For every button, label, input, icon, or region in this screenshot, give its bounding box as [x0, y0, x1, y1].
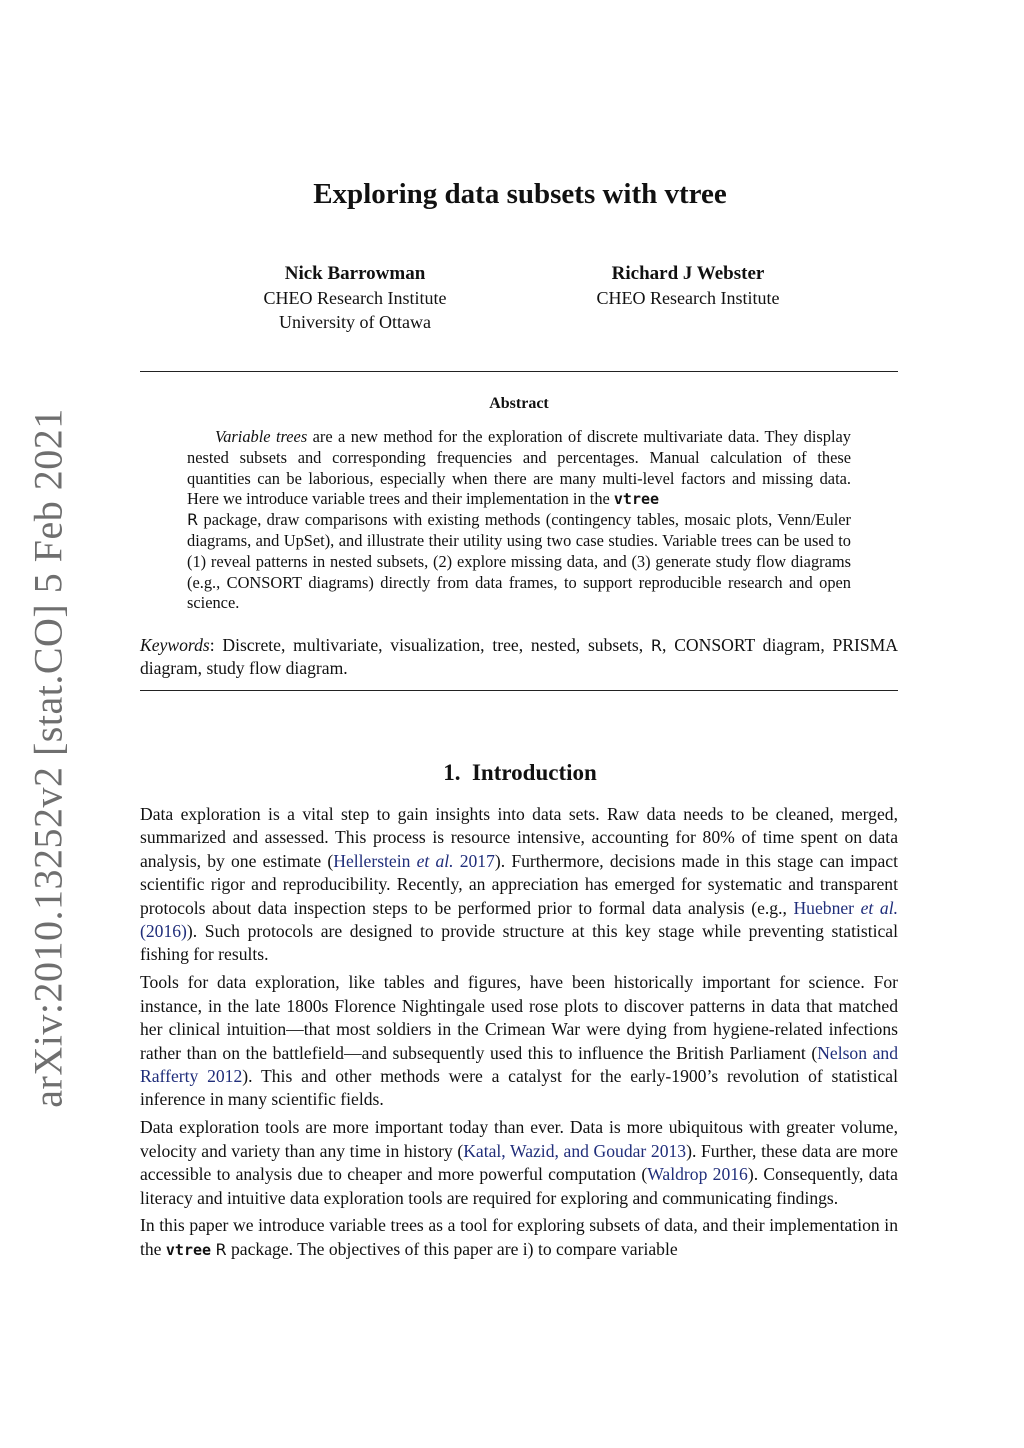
citation-link[interactable]: Waldrop 2016	[647, 1164, 748, 1185]
paragraph: Tools for data exploration, like tables and figures, have been historically important for science. For instance, in the late 1800s Florence Nightingale used rose plots to discover patterns in data that matched her clinical intuition—that most soldiers in the Crimean War were dying from hygiene-related infections rather than on the battlefield—and subsequently used this to influence the British Parliament (Nelson and Rafferty 2012). This and other methods were a catalyst for the early-1900’s revolution of statistical inference in many scientific fields.	[140, 972, 898, 1110]
abstract-text: Variable trees are a new method for the exploration of discrete multivariate data. They display nested subsets and corresponding frequencies and percentages. Manual calculation of these quantities can be laborious, especially when there are many multi-level factors and missing data. Here we introduce variable trees and their implementation in the vtree R package, draw comparisons with existing methods (contingency tables, mosaic plots, Venn/Euler diagrams, and UpSet), and illustrate their utility using two case studies. Variable trees can be used to (1) reveal patterns in nested subsets, (2) explore missing data, and (3) generate study flow diagrams (e.g., CONSORT diagrams) directly from data frames, to support reproducible research and open science.	[187, 427, 851, 613]
paragraph: Data exploration is a vital step to gain insights into data sets. Raw data needs to be cleaned, merged, summarized and assessed. This process is resource intensive, accounting for 80% of time spent on data analysis, by one estimate (Hellerstein et al. 2017). Furthermore, decisions made in this stage can impact scientific rigor and reproducibility. Recently, an appreciation has emerged for systematic and transparent protocols about data inspection steps to be performed prior to formal data analysis (e.g., Huebner et al. (2016)). Such protocols are designed to provide structure at this key stage while preventing statistical fishing for results.	[140, 804, 898, 965]
citation-link[interactable]: Hellerstein et al. 2017	[333, 850, 495, 871]
abstract-heading: Abstract	[489, 395, 549, 412]
section-heading: 1. Introduction	[443, 760, 597, 785]
arxiv-identifier: arXiv:2010.13252v2 [stat.CO] 5 Feb 2021	[25, 408, 71, 1108]
keywords-label: Keywords	[140, 635, 210, 655]
author-name: Richard J Webster	[611, 263, 765, 284]
author-affiliation: University of Ottawa	[279, 312, 431, 332]
paragraph: In this paper we introduce variable trees as a tool for exploring subsets of data, and their implementation in the vtree R package. The objectives of this paper are i) to compare variable	[140, 1215, 898, 1259]
section-body	[140, 803, 898, 1267]
author-block	[538, 262, 838, 310]
package-name: vtree	[165, 1240, 212, 1259]
author-block	[205, 262, 505, 334]
divider	[140, 690, 898, 691]
citation-link[interactable]: Katal, Wazid, and Goudar 2013	[463, 1140, 687, 1161]
author-affiliation: CHEO Research Institute	[263, 288, 447, 308]
keywords: Keywords: Discrete, multivariate, visualization, tree, nested, subsets, R, CONSORT diagram, PRISMA diagram, study flow diagram.	[140, 635, 898, 679]
citation-link[interactable]: Huebner et al. (2016)	[140, 897, 898, 942]
package-name: vtree	[613, 490, 660, 509]
paper-title: Exploring data subsets with vtree	[313, 178, 727, 210]
divider	[140, 371, 898, 372]
author-affiliation: CHEO Research Institute	[596, 288, 780, 308]
paragraph: Data exploration tools are more important today than ever. Data is more ubiquitous with greater volume, velocity and variety than any time in history (Katal, Wazid, and Goudar 2013). Further, these data are more accessible to analysis due to cheaper and more powerful computation (Waldrop 2016). Consequently, data literacy and intuitive data exploration tools are required for exploring and communicating findings.	[140, 1117, 898, 1208]
citation-link[interactable]: Nelson and Rafferty 2012	[140, 1042, 898, 1086]
author-name: Nick Barrowman	[284, 263, 426, 284]
